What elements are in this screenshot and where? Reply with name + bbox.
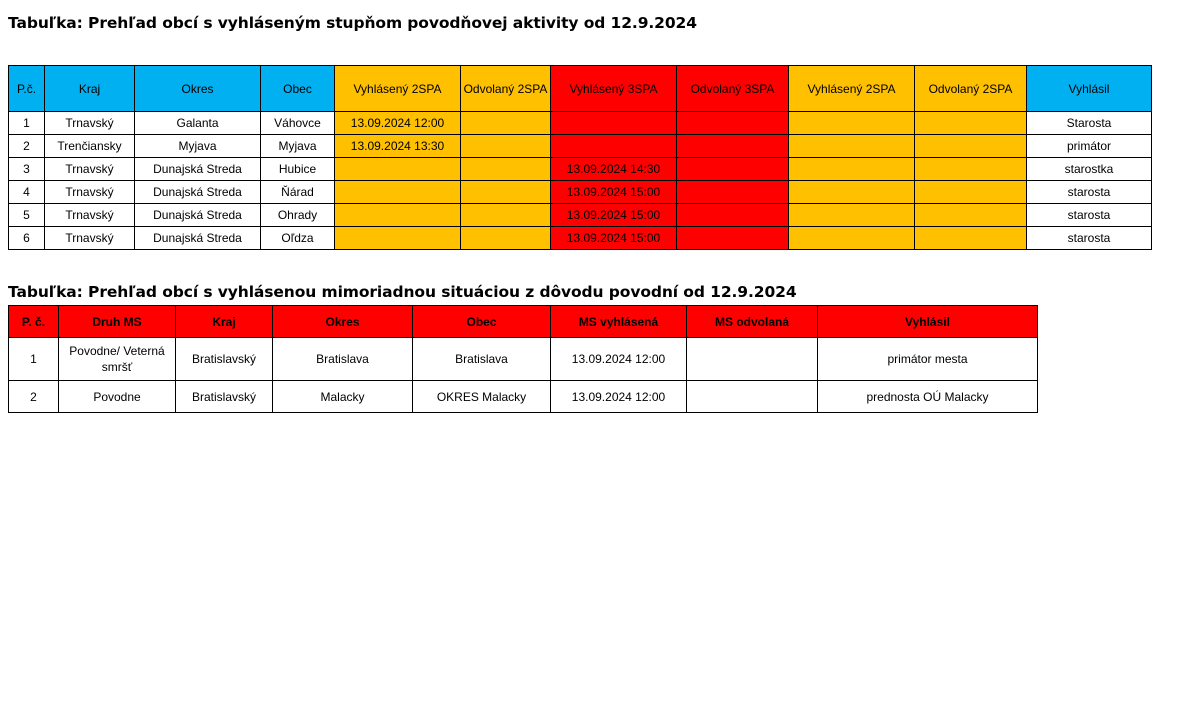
table-row (9, 338, 1038, 381)
table-cell: 13.09.2024 15:00 (551, 181, 677, 204)
table-cell (335, 181, 461, 204)
table-cell (915, 181, 1027, 204)
header-cell: Odvolaný 2SPA (915, 66, 1027, 112)
table-cell: Trnavský (45, 204, 135, 227)
table-cell (551, 135, 677, 158)
table2-header-row (9, 306, 1038, 338)
table-cell (677, 227, 789, 250)
table-cell: prednosta OÚ Malacky (818, 381, 1038, 413)
table-row (9, 181, 1152, 204)
emergency-situation-table (8, 305, 1038, 413)
table-cell: Malacky (273, 381, 413, 413)
table-cell: starosta (1027, 204, 1152, 227)
table-cell: Bratislavský (176, 381, 273, 413)
table1-title: Tabuľka: Prehľad obcí s vyhláseným stupňom povodňovej aktivity od 12.9.2024 (8, 14, 697, 32)
table-cell: 1 (9, 112, 45, 135)
table-cell (915, 227, 1027, 250)
table-cell: primátor (1027, 135, 1152, 158)
table-row (9, 158, 1152, 181)
table-cell: starostka (1027, 158, 1152, 181)
table-cell: 5 (9, 204, 45, 227)
table-cell (789, 204, 915, 227)
header-cell: MS vyhlásená (551, 306, 687, 338)
header-cell: P. č. (9, 306, 59, 338)
header-cell: MS odvolaná (687, 306, 818, 338)
table-cell (789, 135, 915, 158)
table-cell: Ohrady (261, 204, 335, 227)
table-cell (687, 381, 818, 413)
table-cell (789, 181, 915, 204)
table-cell (335, 227, 461, 250)
table-cell (461, 227, 551, 250)
table-cell: 13.09.2024 12:00 (551, 381, 687, 413)
table-cell: OKRES Malacky (413, 381, 551, 413)
header-cell: Vyhlásený 3SPA (551, 66, 677, 112)
header-cell: Vyhlásený 2SPA (789, 66, 915, 112)
table-cell (915, 204, 1027, 227)
table-cell: 13.09.2024 15:00 (551, 227, 677, 250)
table-cell: Trnavský (45, 112, 135, 135)
header-cell: Kraj (45, 66, 135, 112)
table-cell (461, 112, 551, 135)
table-cell: Dunajská Streda (135, 181, 261, 204)
table-cell: 13.09.2024 14:30 (551, 158, 677, 181)
table-row (9, 112, 1152, 135)
table-cell: Ňárad (261, 181, 335, 204)
table-cell: 13.09.2024 12:00 (335, 112, 461, 135)
table-cell: starosta (1027, 181, 1152, 204)
header-cell: Vyhlásený 2SPA (335, 66, 461, 112)
table-cell: Bratislava (273, 338, 413, 381)
header-cell: Druh MS (59, 306, 176, 338)
header-cell: P.č. (9, 66, 45, 112)
table-cell: Bratislava (413, 338, 551, 381)
table-cell: Myjava (135, 135, 261, 158)
table-cell: 4 (9, 181, 45, 204)
table-cell (915, 158, 1027, 181)
table-cell: starosta (1027, 227, 1152, 250)
header-cell: Okres (273, 306, 413, 338)
table-cell: Trnavský (45, 227, 135, 250)
table-cell: Trnavský (45, 181, 135, 204)
table-cell: Bratislavský (176, 338, 273, 381)
table-cell (677, 181, 789, 204)
table-cell (915, 135, 1027, 158)
table-cell: Myjava (261, 135, 335, 158)
table-row (9, 227, 1152, 250)
flood-activity-table (8, 65, 1152, 250)
table-cell: Hubice (261, 158, 335, 181)
table-cell (461, 158, 551, 181)
table1-header-row (9, 66, 1152, 112)
table-cell: 1 (9, 338, 59, 381)
header-cell: Odvolaný 2SPA (461, 66, 551, 112)
table-cell (789, 227, 915, 250)
table-cell: 13.09.2024 12:00 (551, 338, 687, 381)
header-cell: Kraj (176, 306, 273, 338)
header-cell: Okres (135, 66, 261, 112)
table-cell: Dunajská Streda (135, 227, 261, 250)
table-cell (687, 338, 818, 381)
table-cell (677, 158, 789, 181)
table-cell: 13.09.2024 13:30 (335, 135, 461, 158)
table-cell: 3 (9, 158, 45, 181)
header-cell: Vyhlásil (1027, 66, 1152, 112)
table-cell: 2 (9, 381, 59, 413)
table-cell (677, 135, 789, 158)
table-row (9, 135, 1152, 158)
header-cell: Obec (261, 66, 335, 112)
table-cell: Oľdza (261, 227, 335, 250)
table-row (9, 381, 1038, 413)
table-cell (461, 204, 551, 227)
table-cell (677, 204, 789, 227)
table-cell: Starosta (1027, 112, 1152, 135)
table-cell: primátor mesta (818, 338, 1038, 381)
table-cell: Dunajská Streda (135, 158, 261, 181)
table-cell: 2 (9, 135, 45, 158)
table-cell: Trnavský (45, 158, 135, 181)
table-cell: Povodne/ Veterná smršť (59, 338, 176, 381)
table2-title: Tabuľka: Prehľad obcí s vyhlásenou mimoriadnou situáciou z dôvodu povodní od 12.9.2024 (8, 283, 797, 301)
header-cell: Obec (413, 306, 551, 338)
header-cell: Vyhlásil (818, 306, 1038, 338)
table-cell (461, 181, 551, 204)
header-cell: Odvolaný 3SPA (677, 66, 789, 112)
table-cell (677, 112, 789, 135)
table-cell: 13.09.2024 15:00 (551, 204, 677, 227)
table-cell: Povodne (59, 381, 176, 413)
table-cell (551, 112, 677, 135)
table-cell (789, 112, 915, 135)
table-cell: 6 (9, 227, 45, 250)
table-cell (789, 158, 915, 181)
table-cell: Galanta (135, 112, 261, 135)
table-cell (335, 204, 461, 227)
table-row (9, 204, 1152, 227)
table-cell: Trenčiansky (45, 135, 135, 158)
table-cell: Váhovce (261, 112, 335, 135)
table-cell (915, 112, 1027, 135)
table-cell (335, 158, 461, 181)
table-cell: Dunajská Streda (135, 204, 261, 227)
table-cell (461, 135, 551, 158)
